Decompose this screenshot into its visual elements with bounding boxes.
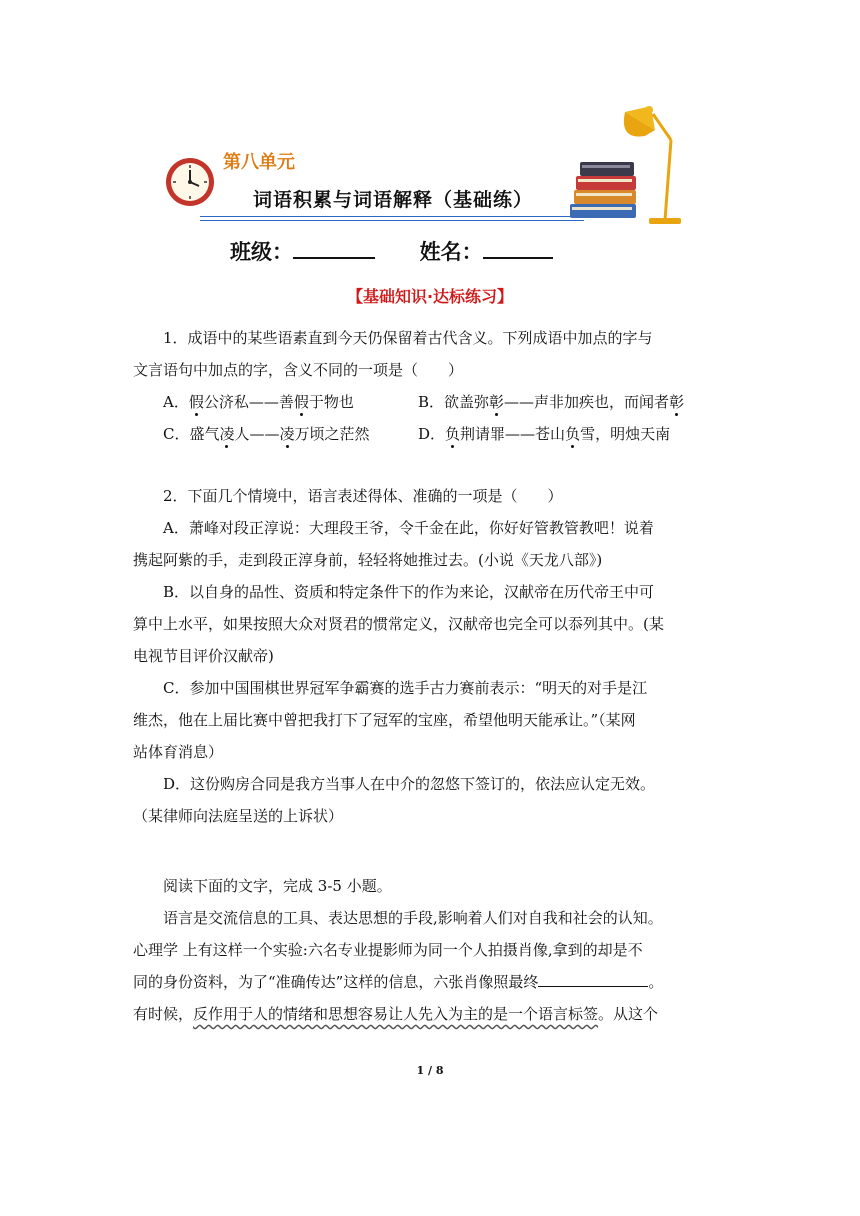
q2-d-line2: （某律师向法庭呈送的上诉状） (133, 807, 344, 825)
passage-intro: 阅读下面的文字，完成 3-5 小题。 (163, 877, 392, 895)
page-number: 1 / 8 (416, 1064, 444, 1077)
class-name-line (230, 236, 553, 266)
header-divider-secondary (200, 220, 584, 221)
q1-option-d: D．负荆请罪——苍山负雪，明烛天南 (418, 425, 671, 443)
answer-blank[interactable] (538, 972, 648, 987)
q1-options-ab (133, 386, 731, 418)
worksheet-body (133, 322, 731, 1030)
q2-a-line1: A．萧峰对段正淳说：大理段王爷，令千金在此，你好好管教管教吧！说着 (163, 519, 654, 537)
q2-b-line1: B．以自身的品性、资质和特定条件下的作为来论，汉献帝在历代帝王中可 (163, 583, 655, 601)
q2-stem: 2．下面几个情境中，语言表述得体、准确的一项是（ ） (163, 487, 563, 505)
section-title: 【基础知识·达标练习】 (346, 287, 514, 306)
class-label: 班级： (230, 240, 293, 264)
wavy-underlined-sentence: 反作用于人的情绪和思想容易让人先入为主的是一个语言标签 (193, 1005, 599, 1023)
unit-label: 第八单元 (223, 152, 295, 173)
page-title: 词语积累与词语解释（基础练） (253, 189, 534, 211)
q1-option-b: B．欲盖弥彰——声非加疾也，而闻者彰 (418, 393, 685, 411)
passage-line4: 有时候，反作用于人的情绪和思想容易让人先入为主的是一个语言标签。从这个 (133, 1005, 659, 1023)
q2-b-line2: 算中上水平，如果按照大众对贤君的惯常定义，汉献帝也完全可以忝列其中。(某 (133, 615, 664, 633)
q1-stem-line2: 文言语句中加点的字，含义不同的一项是（ ） (133, 361, 464, 379)
q2-c-line3: 站体育消息） (133, 743, 224, 761)
q2-a-line2: 携起阿紫的手，走到段正淳身前，轻轻将她推过去。(小说《天龙八部》) (133, 551, 603, 569)
desk-lamp-icon (605, 100, 685, 232)
q1-option-a: A．假公济私——善假于物也 (163, 393, 354, 411)
passage-line2: 心理学 上有这样一个实验:六名专业提影师为同一个人拍摄肖像,拿到的却是不 (133, 941, 643, 959)
header-divider (200, 216, 584, 217)
worksheet-header (160, 100, 720, 270)
q1-options-cd (133, 418, 731, 450)
passage-line1: 语言是交流信息的工具、表达思想的手段,影响着人们对自我和社会的认知。 (163, 909, 663, 927)
q2-c-line2: 维杰，他在上届比赛中曾把我打下了冠军的宝座，希望他明天能承让。”（某网 (133, 711, 636, 729)
q2-d-line1: D．这份购房合同是我方当事人在中介的忽悠下签订的，依法应认定无效。 (163, 775, 656, 793)
name-blank[interactable] (483, 243, 553, 259)
passage-line3: 同的身份资料，为了“准确传达”这样的信息，六张肖像照最终 。 (133, 973, 664, 991)
clock-icon (164, 156, 216, 208)
q2-b-line3: 电视节目评价汉献帝) (133, 647, 274, 665)
q1-option-c: C．盛气凌人——凌万顷之茫然 (163, 425, 370, 443)
class-blank[interactable] (293, 243, 375, 259)
q2-c-line1: C．参加中国围棋世界冠军争霸赛的选手古力赛前表示：“明天的对手是江 (163, 679, 648, 697)
q1-stem-line1: 1．成语中的某些语素直到今天仍保留着古代含义。下列成语中加点的字与 (163, 329, 653, 347)
name-label: 姓名： (419, 240, 483, 264)
